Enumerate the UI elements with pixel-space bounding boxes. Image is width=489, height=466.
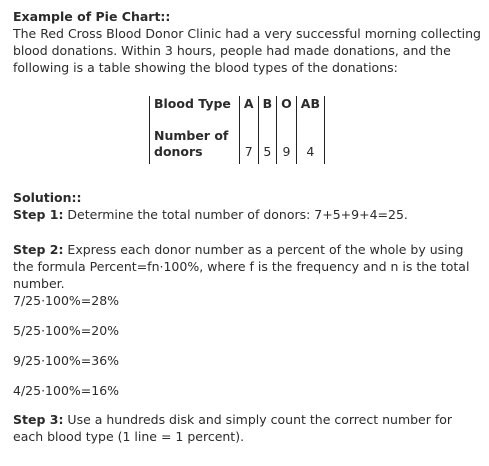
table-row-types (150, 96, 325, 120)
solution-section (13, 189, 481, 223)
blood-type-table (149, 96, 325, 164)
step3-paragraph (13, 411, 473, 445)
type-b-header: B (258, 96, 277, 120)
step3-label: Step 3: (13, 412, 64, 427)
count-ab-cell: 4 (296, 120, 324, 164)
number-of-donors-label-line1: Number of (154, 128, 229, 143)
type-ab-header: AB (296, 96, 324, 120)
step2-paragraph (13, 241, 473, 292)
step1-text: Determine the total number of donors: 7+5+9+4=25. (63, 207, 408, 222)
step3-text: Use a hundreds disk and simply count the correct number for each blood type (1 line = 1 percent). (13, 412, 453, 444)
count-o-cell: 9 (277, 120, 297, 164)
count-b-cell: 5 (258, 120, 277, 164)
example-title: Example of Pie Chart:: (13, 9, 171, 24)
document-body (13, 8, 481, 444)
number-of-donors-label-line2: donors (154, 144, 203, 159)
intro-paragraph: The Red Cross Blood Donor Clinic had a very successful morning collecting blood donations. Within 3 hours, people had made donations, and the following is a table showing the blood types of the donations: (13, 26, 481, 75)
calc-line-ab: 4/25·100%=16% (13, 383, 120, 398)
step1-paragraph (13, 206, 481, 223)
number-of-donors-label (150, 120, 235, 164)
type-o-header: O (277, 96, 297, 120)
calc-line-o: 9/25·100%=36% (13, 353, 120, 368)
calc-line-a: 7/25·100%=28% (13, 293, 120, 308)
type-a-header: A (239, 96, 258, 120)
step1-label: Step 1: (13, 207, 64, 222)
solution-heading: Solution:: (13, 190, 82, 205)
blood-type-label: Blood Type (150, 96, 235, 120)
table-row-counts (150, 120, 325, 164)
count-a-cell: 7 (239, 120, 258, 164)
calc-line-b: 5/25·100%=20% (13, 323, 120, 338)
step2-text: Express each donor number as a percent of the whole by using the formula Percent=fn·100%, where f is the frequency and n is the total number. (13, 242, 470, 291)
step2-label: Step 2: (13, 242, 64, 257)
